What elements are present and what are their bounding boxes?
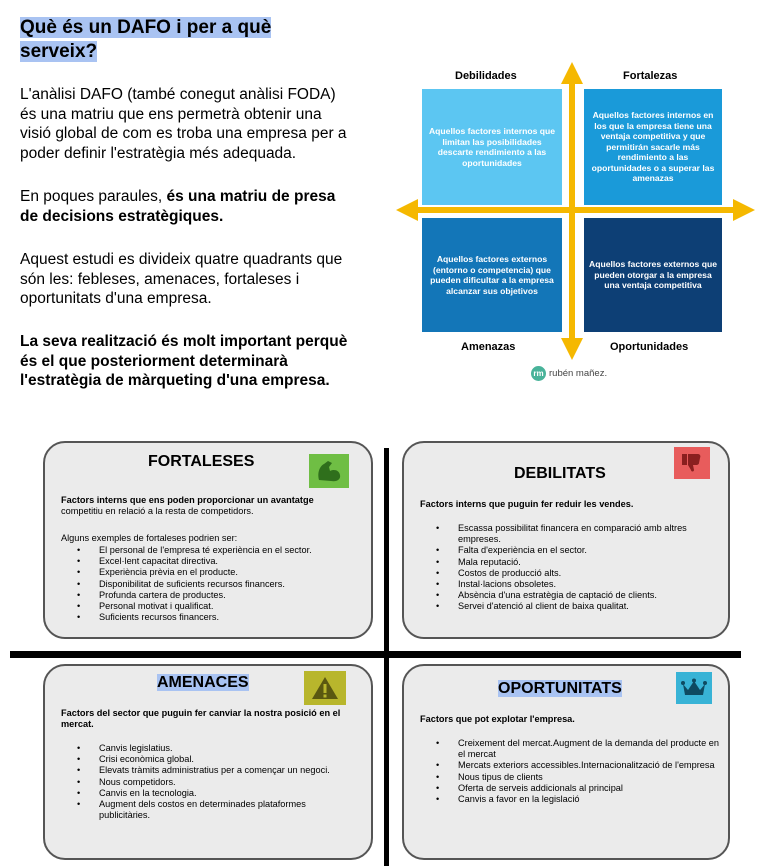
intro-p4-line: l'estratègia de màrqueting d'una empresa. xyxy=(20,372,330,389)
list-item: • Crisi econòmica global. xyxy=(61,754,356,765)
divider-horizontal xyxy=(10,651,741,658)
card-debilitats xyxy=(402,441,730,639)
list-item: • Canvis a favor en la legislació xyxy=(420,794,720,805)
card-amenaces xyxy=(43,664,373,860)
card-amenaces-lead: Factors del sector que puguin fer canviar la nostra posició en el mercat. xyxy=(61,708,341,729)
intro-paragraph-1 xyxy=(20,85,376,163)
page-title-line-1: Què és un DAFO i per a què xyxy=(20,17,272,38)
list-item: • Suficients recursos financers. xyxy=(61,612,361,623)
list-item: • Disponibilitat de suficients recursos financers. xyxy=(61,579,361,590)
quadrant-amenazas: Aquellos factores externos (entorno o competencia) que pueden dificultar a la empresa alcanzar sus objetivos xyxy=(422,218,562,332)
card-fortaleses-list xyxy=(61,545,361,623)
list-item: • Instal·lacions obsoletes. xyxy=(420,579,710,590)
page-title-line-2: serveix? xyxy=(20,41,98,62)
quadrant-fortalezas: Aquellos factores internos en los que la empresa tiene una ventaja competitiva y que permitirán sacarle más rendimiento a las oportunidades o a superar las amenazas xyxy=(584,89,722,205)
intro-p3-line: són les: febleses, amenaces, fortaleses i xyxy=(20,270,300,288)
intro-p1-line: visió global de com es troba una empresa per a xyxy=(20,125,347,142)
intro-p2-normal: En poques paraules, xyxy=(20,188,167,205)
intro-p1-line: poder definir l'estratègia més adequada. xyxy=(20,144,297,162)
card-debilitats-list xyxy=(420,523,710,613)
list-item: • El personal de l'empresa té experiència en el sector. xyxy=(61,545,361,556)
label-amenazas: Amenazas xyxy=(461,341,516,353)
list-item: • Personal motivat i qualificat. xyxy=(61,601,361,612)
list-item: • Profunda cartera de productes. xyxy=(61,590,361,601)
card-oportunitats-lead: Factors que pot explotar l'empresa. xyxy=(420,714,575,724)
list-item: • Augment dels costos en determinades plataformes publicitàries. xyxy=(61,799,356,821)
list-item: • Falta d'experiència en el sector. xyxy=(420,545,710,556)
intro-p1-line: L'anàlisi DAFO (també conegut anàlisi FODA) xyxy=(20,86,336,103)
list-item: • Excel·lent capacitat directiva. xyxy=(61,556,361,567)
horizontal-axis xyxy=(415,207,737,213)
flexed-arm-icon xyxy=(309,454,349,488)
list-item: • Canvis en la tecnologia. xyxy=(61,788,356,799)
axis-arrows xyxy=(395,60,757,365)
list-item: • Mala reputació. xyxy=(420,557,710,568)
list-item: • Experiència prèvia en el producte. xyxy=(61,567,361,578)
thumbs-down-icon xyxy=(674,447,710,479)
intro-p3-line: oportunitats d'una empresa. xyxy=(20,290,212,307)
card-oportunitats-title xyxy=(498,680,622,698)
intro-p1-line: és una matriu que ens permetrà obtenir una xyxy=(20,105,322,123)
dafo-matrix xyxy=(395,60,757,385)
card-fortaleses-lead xyxy=(61,495,351,517)
intro-p2-bold: és una matriu de presa xyxy=(166,188,336,205)
intro-paragraph-4 xyxy=(20,332,376,391)
list-item: • Elevats tràmits administratius per a començar un negoci. xyxy=(61,765,356,776)
quadrant-debilidades: Aquellos factores internos que limitan las posibilidades descarte rendimiento a las oportunidades xyxy=(422,89,562,205)
list-item: • Costos de producció alts. xyxy=(420,568,710,579)
brand-logo xyxy=(531,366,607,381)
crown-icon xyxy=(676,672,712,704)
page-title xyxy=(20,16,271,64)
intro-p4-line: La seva realització és molt important perquè xyxy=(20,333,348,350)
list-item: • Escassa possibilitat financera en comparació amb altres empreses. xyxy=(420,523,710,545)
list-item: • Canvis legislatius. xyxy=(61,743,356,754)
card-amenaces-title xyxy=(157,674,249,692)
card-fortaleses-lead-bold: Factors interns que ens poden proporcionar un avantatge xyxy=(61,495,314,505)
intro-p3-line: Aquest estudi es divideix quatre quadrants que xyxy=(20,251,343,268)
card-debilitats-title: DEBILITATS xyxy=(514,465,606,482)
card-debilitats-lead: Factors interns que puguin fer reduir les vendes. xyxy=(420,499,634,509)
list-item: • Nous tipus de clients xyxy=(420,772,720,783)
quadrant-oportunidades: Aquellos factores externos que pueden otorgar a la empresa una ventaja competitiva xyxy=(584,218,722,332)
intro-paragraph-3 xyxy=(20,250,376,309)
warning-icon xyxy=(304,671,346,705)
list-item: • Nous competidors. xyxy=(61,777,356,788)
card-amenaces-list xyxy=(61,743,356,821)
list-item: • Oferta de serveis addicionals al principal xyxy=(420,783,720,794)
intro-paragraph-2 xyxy=(20,187,376,226)
label-oportunidades: Oportunidades xyxy=(610,341,689,353)
card-fortaleses-title: FORTALESES xyxy=(148,453,255,470)
list-item: • Creixement del mercat.Augment de la demanda del producte en el mercat xyxy=(420,738,720,760)
card-fortaleses-lead-normal: competitiu en relació a la resta de competidors. xyxy=(61,506,254,516)
arrow-left-icon xyxy=(396,199,418,221)
card-fortaleses xyxy=(43,441,373,639)
card-amenaces-title-text: AMENACES xyxy=(157,674,249,691)
list-item: • Absència d'una estratègia de captació de clients. xyxy=(420,590,710,601)
arrow-down-icon xyxy=(561,338,583,360)
arrow-right-icon xyxy=(733,199,755,221)
card-fortaleses-intro: Alguns exemples de fortaleses podrien ser: xyxy=(61,533,238,543)
label-fortalezas: Fortalezas xyxy=(623,70,678,82)
intro-p4-line: és el que posteriorment determinarà xyxy=(20,352,288,370)
card-oportunitats-list xyxy=(420,738,720,805)
label-debilidades: Debilidades xyxy=(455,70,517,82)
list-item: • Mercats exteriors accessibles.Internacionalització de l'empresa xyxy=(420,760,720,771)
brand-name: rubén mañez. xyxy=(549,368,608,379)
list-item: • Servei d'atenció al client de baixa qualitat. xyxy=(420,601,710,612)
card-oportunitats xyxy=(402,664,730,860)
intro-p2-bold-line2: de decisions estratègiques. xyxy=(20,207,224,225)
brand-badge-icon: rm xyxy=(531,366,546,381)
card-oportunitats-title-text: OPORTUNITATS xyxy=(498,680,622,697)
arrow-up-icon xyxy=(561,62,583,84)
